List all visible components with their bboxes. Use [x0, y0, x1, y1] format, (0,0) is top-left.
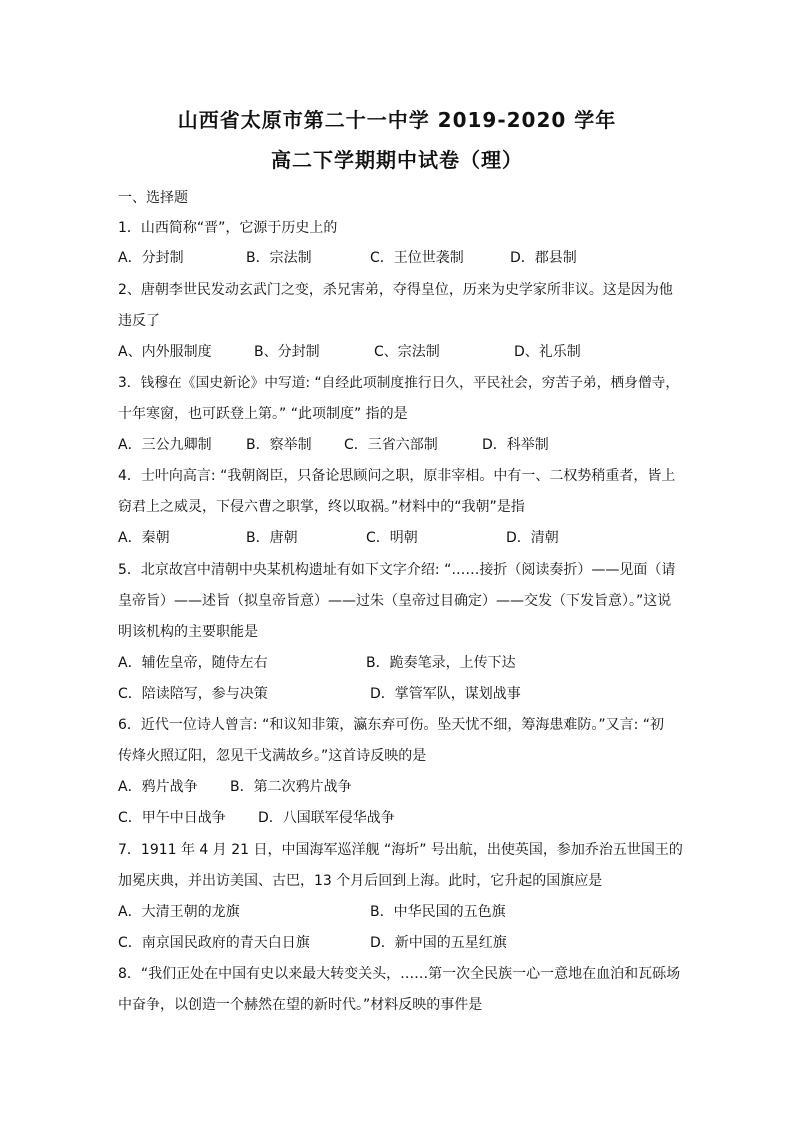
question-7-option-d: D．新中国的五星红旗 — [370, 935, 507, 951]
question-6-stem-line2: 传烽火照辽阳，忽见干戈满故乡。”这首诗反映的是 — [118, 748, 427, 764]
question-7-stem-line1: 7．1911 年 4 月 21 日，中国海军巡洋舰 “海圻” 号出航，出使英国，参加乔治五世国王的 — [118, 842, 683, 858]
question-5-stem-line3: 明该机构的主要职能是 — [118, 624, 258, 640]
question-4-stem-line1: 4．士叶向高言: “我朝阁臣，只备论思顾问之职，原非宰相。中有一、二权势稍重者，皆上 — [118, 468, 676, 484]
question-8-stem-line2: 中奋争，以创造一个赫然在望的新时代。”材料反映的事件是 — [118, 997, 483, 1013]
question-6-stem-line1: 6．近代一位诗人曾言: “和议知非策，瀛东弃可伤。坠天忧不细，筹海患难防。”又言: “初 — [118, 717, 664, 733]
question-7-stem-line2: 加冕庆典，并出访美国、古巴，13 个月后回到上海。此时，它升起的国旗应是 — [118, 873, 603, 889]
question-3-stem-line2: 十年寒窗，也可跃登上第。” “此项制度” 指的是 — [118, 406, 408, 422]
question-6-option-c: C．甲午中日战争 — [118, 810, 226, 826]
question-8-stem-line1: 8．“我们正处在中国有史以来最大转变关头，……第一次全民族一心一意地在血泊和瓦砾场 — [118, 966, 681, 982]
question-7-option-a: A．大清王朝的龙旗 — [118, 904, 240, 920]
question-6-option-a: A．鸦片战争 — [118, 779, 198, 795]
question-3-stem-line1: 3．钱穆在《国史新论》中写道: “自经此项制度推行日久，平民社会，穷苦子弟，栖身僧寺， — [118, 375, 680, 391]
question-5-stem-line2: 皇帝旨）——述旨（拟皇帝旨意）——过朱（皇帝过目确定）——交发（下发旨意）。”这说 — [118, 593, 672, 609]
question-2-stem-line1: 2、唐朝李世民发动玄武门之变，杀兄害弟，夺得皇位，历来为史学家所非议。这是因为他 — [118, 282, 673, 298]
question-3-option-d: D．科举制 — [482, 437, 549, 453]
question-2-option-d: D、礼乐制 — [514, 344, 581, 360]
question-6-option-b: B．第二次鸦片战争 — [230, 779, 352, 795]
question-4-option-c: C．明朝 — [366, 530, 418, 546]
question-4-option-b: B．唐朝 — [246, 530, 298, 546]
question-5-option-c: C．陪读陪写，参与决策 — [118, 686, 268, 702]
question-2-option-b: B、分封制 — [254, 344, 320, 360]
question-5-stem-line1: 5．北京故宫中清朝中央某机构遗址有如下文字介绍: “……接折（阅读奏折）——见面（请 — [118, 562, 676, 578]
question-3-option-b: B．察举制 — [246, 437, 312, 453]
question-1-option-c: C．王位世袭制 — [370, 250, 464, 266]
exam-title-line1: 山西省太原市第二十一中学 2019-2020 学年 — [177, 108, 617, 132]
question-1-stem: 1．山西简称“晋”，它源于历史上的 — [118, 220, 338, 236]
question-2-option-c: C、宗法制 — [374, 344, 440, 360]
question-5-option-b: B．跪奏笔录，上传下达 — [366, 655, 516, 671]
question-4-option-d: D．清朝 — [506, 530, 559, 546]
question-3-option-a: A．三公九卿制 — [118, 437, 212, 453]
question-1-option-b: B．宗法制 — [246, 250, 312, 266]
question-7-option-c: C．南京国民政府的青天白日旗 — [118, 935, 310, 951]
exam-title-line2: 高二下学期期中试卷（理） — [271, 148, 523, 172]
question-2-stem-line2: 违反了 — [118, 313, 160, 329]
question-2-option-a: A、内外服制度 — [118, 344, 212, 360]
question-6-option-d: D．八国联军侵华战争 — [258, 810, 395, 826]
question-3-option-c: C．三省六部制 — [344, 437, 438, 453]
question-5-option-a: A．辅佐皇帝，随侍左右 — [118, 655, 268, 671]
question-5-option-d: D．掌管军队，谋划战事 — [370, 686, 521, 702]
question-7-option-b: B．中华民国的五色旗 — [370, 904, 506, 920]
question-4-stem-line2: 窃君上之威灵，下侵六曹之职掌，终以取祸。”材料中的“我朝”是指 — [118, 499, 525, 515]
question-1-option-d: D．郡县制 — [510, 250, 577, 266]
question-1-option-a: A．分封制 — [118, 250, 184, 266]
question-4-option-a: A．秦朝 — [118, 530, 170, 546]
section-heading: 一、选择题 — [118, 190, 188, 206]
